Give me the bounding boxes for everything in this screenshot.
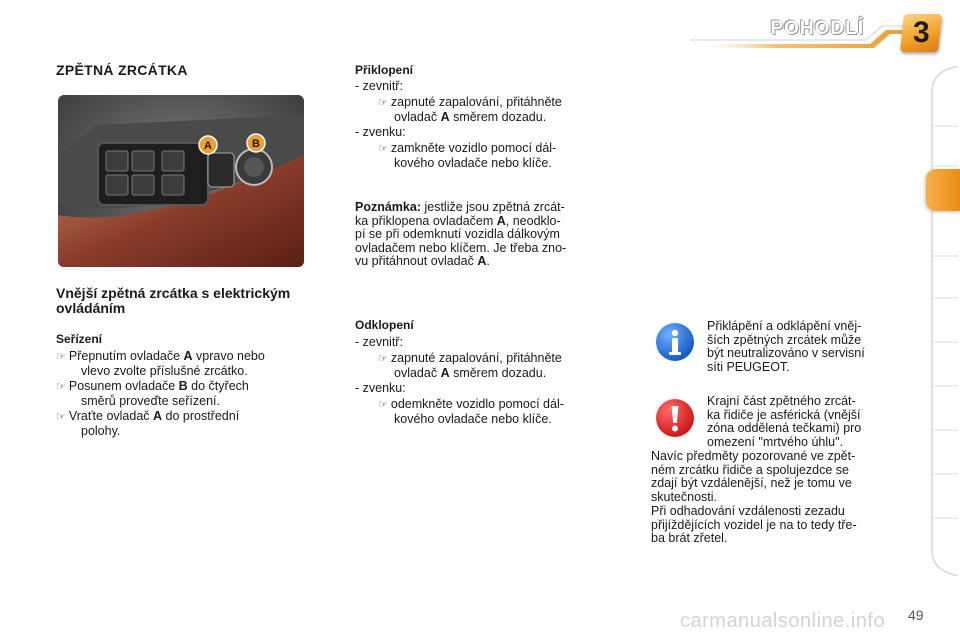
adjust-title: Seřízení — [56, 332, 103, 346]
label-b-marker — [247, 134, 265, 152]
label-b: B — [252, 138, 260, 150]
adjust-item-2: ☞ Posunem ovladače B do čtyřech směrů proveďte seřízení. — [56, 379, 249, 408]
chapter-title: POHODLÍ — [770, 18, 864, 39]
section-heading: ZPĚTNÁ ZRCÁTKA — [56, 62, 188, 78]
right-paragraph-1: Navíc předměty pozorované ve zpět- ném zrcátku řidiče a spolujezdce se zdají být vzdálenější, než je tomu ve skutečnosti. — [651, 449, 856, 504]
unfold-inside-text: ☞ zapnuté zapalování, přitáhněte ovladač A směrem dozadu. — [378, 351, 562, 380]
unfold-outside-text: ☞ odemkněte vozidlo pomocí dál- kového ovladače nebo klíče. — [378, 397, 564, 426]
active-chapter-tab[interactable] — [926, 169, 960, 211]
warning-note: Krajní část zpětného zrcát- ka řidiče je asférická (vnější zóna oddělená tečkami) pro omezení "mrtvého úhlu". — [707, 394, 862, 449]
fold-outside-label: - zvenku: — [355, 125, 406, 139]
info-note: Přiklápění a odklápění vněj- ších zpětných zrcátek může být neutralizováno v servisní síti PEUGEOT. — [707, 319, 865, 374]
right-paragraph-2: Při odhadování vzdálenosti zezadu přijíždějících vozidel je na to tedy tře- ba brát zřetel. — [651, 504, 857, 545]
warning-icon — [655, 398, 695, 438]
pointer-icon: ☞ — [378, 353, 388, 365]
chapter-number: 3 — [912, 16, 930, 49]
unfold-inside-label: - zevnitř: — [355, 335, 403, 349]
label-a: A — [204, 140, 212, 152]
chapter-badge — [900, 14, 942, 52]
subsection-heading: Vnější zpětná zrcátka s elektrickým ovládáním — [56, 285, 291, 316]
page-number: 49 — [908, 607, 924, 623]
unfold-outside-label: - zvenku: — [355, 381, 406, 395]
watermark: carmanualsonline.info — [680, 610, 886, 632]
pointer-icon: ☞ — [378, 143, 388, 155]
fold-outside-text: ☞ zamkněte vozidlo pomocí dál- kového ovladače nebo klíče. — [378, 141, 557, 170]
fold-inside-text: ☞ zapnuté zapalování, přitáhněte ovladač A směrem dozadu. — [378, 95, 562, 124]
unfold-title: Odklopení — [355, 318, 414, 332]
info-icon — [655, 322, 695, 362]
pointer-icon: ☞ — [56, 351, 66, 363]
note-block: Poznámka: jestliže jsou zpětná zrcát- ka přiklopena ovladačem A, neodklo- pí se při odemknutí vozidla dálkovým ovladačem nebo klíčem. Je třeba zno- vu přitáhnout ovladač A. — [355, 200, 567, 268]
chapter-tab-strip — [928, 66, 958, 576]
label-a-marker — [199, 136, 217, 154]
door-panel-illustration — [58, 95, 304, 267]
adjust-item-1: ☞ Přepnutím ovladače A vpravo nebo vlevo zvolte příslušné zrcátko. — [56, 349, 265, 378]
pointer-icon: ☞ — [378, 97, 388, 109]
fold-inside-label: - zevnitř: — [355, 79, 403, 93]
mirror-control-photo — [58, 95, 304, 267]
pointer-icon: ☞ — [378, 399, 388, 411]
pointer-icon: ☞ — [56, 411, 66, 423]
pointer-icon: ☞ — [56, 381, 66, 393]
adjust-item-3: ☞ Vraťte ovladač A do prostřední polohy. — [56, 409, 240, 438]
fold-title: Přiklopení — [355, 63, 414, 77]
